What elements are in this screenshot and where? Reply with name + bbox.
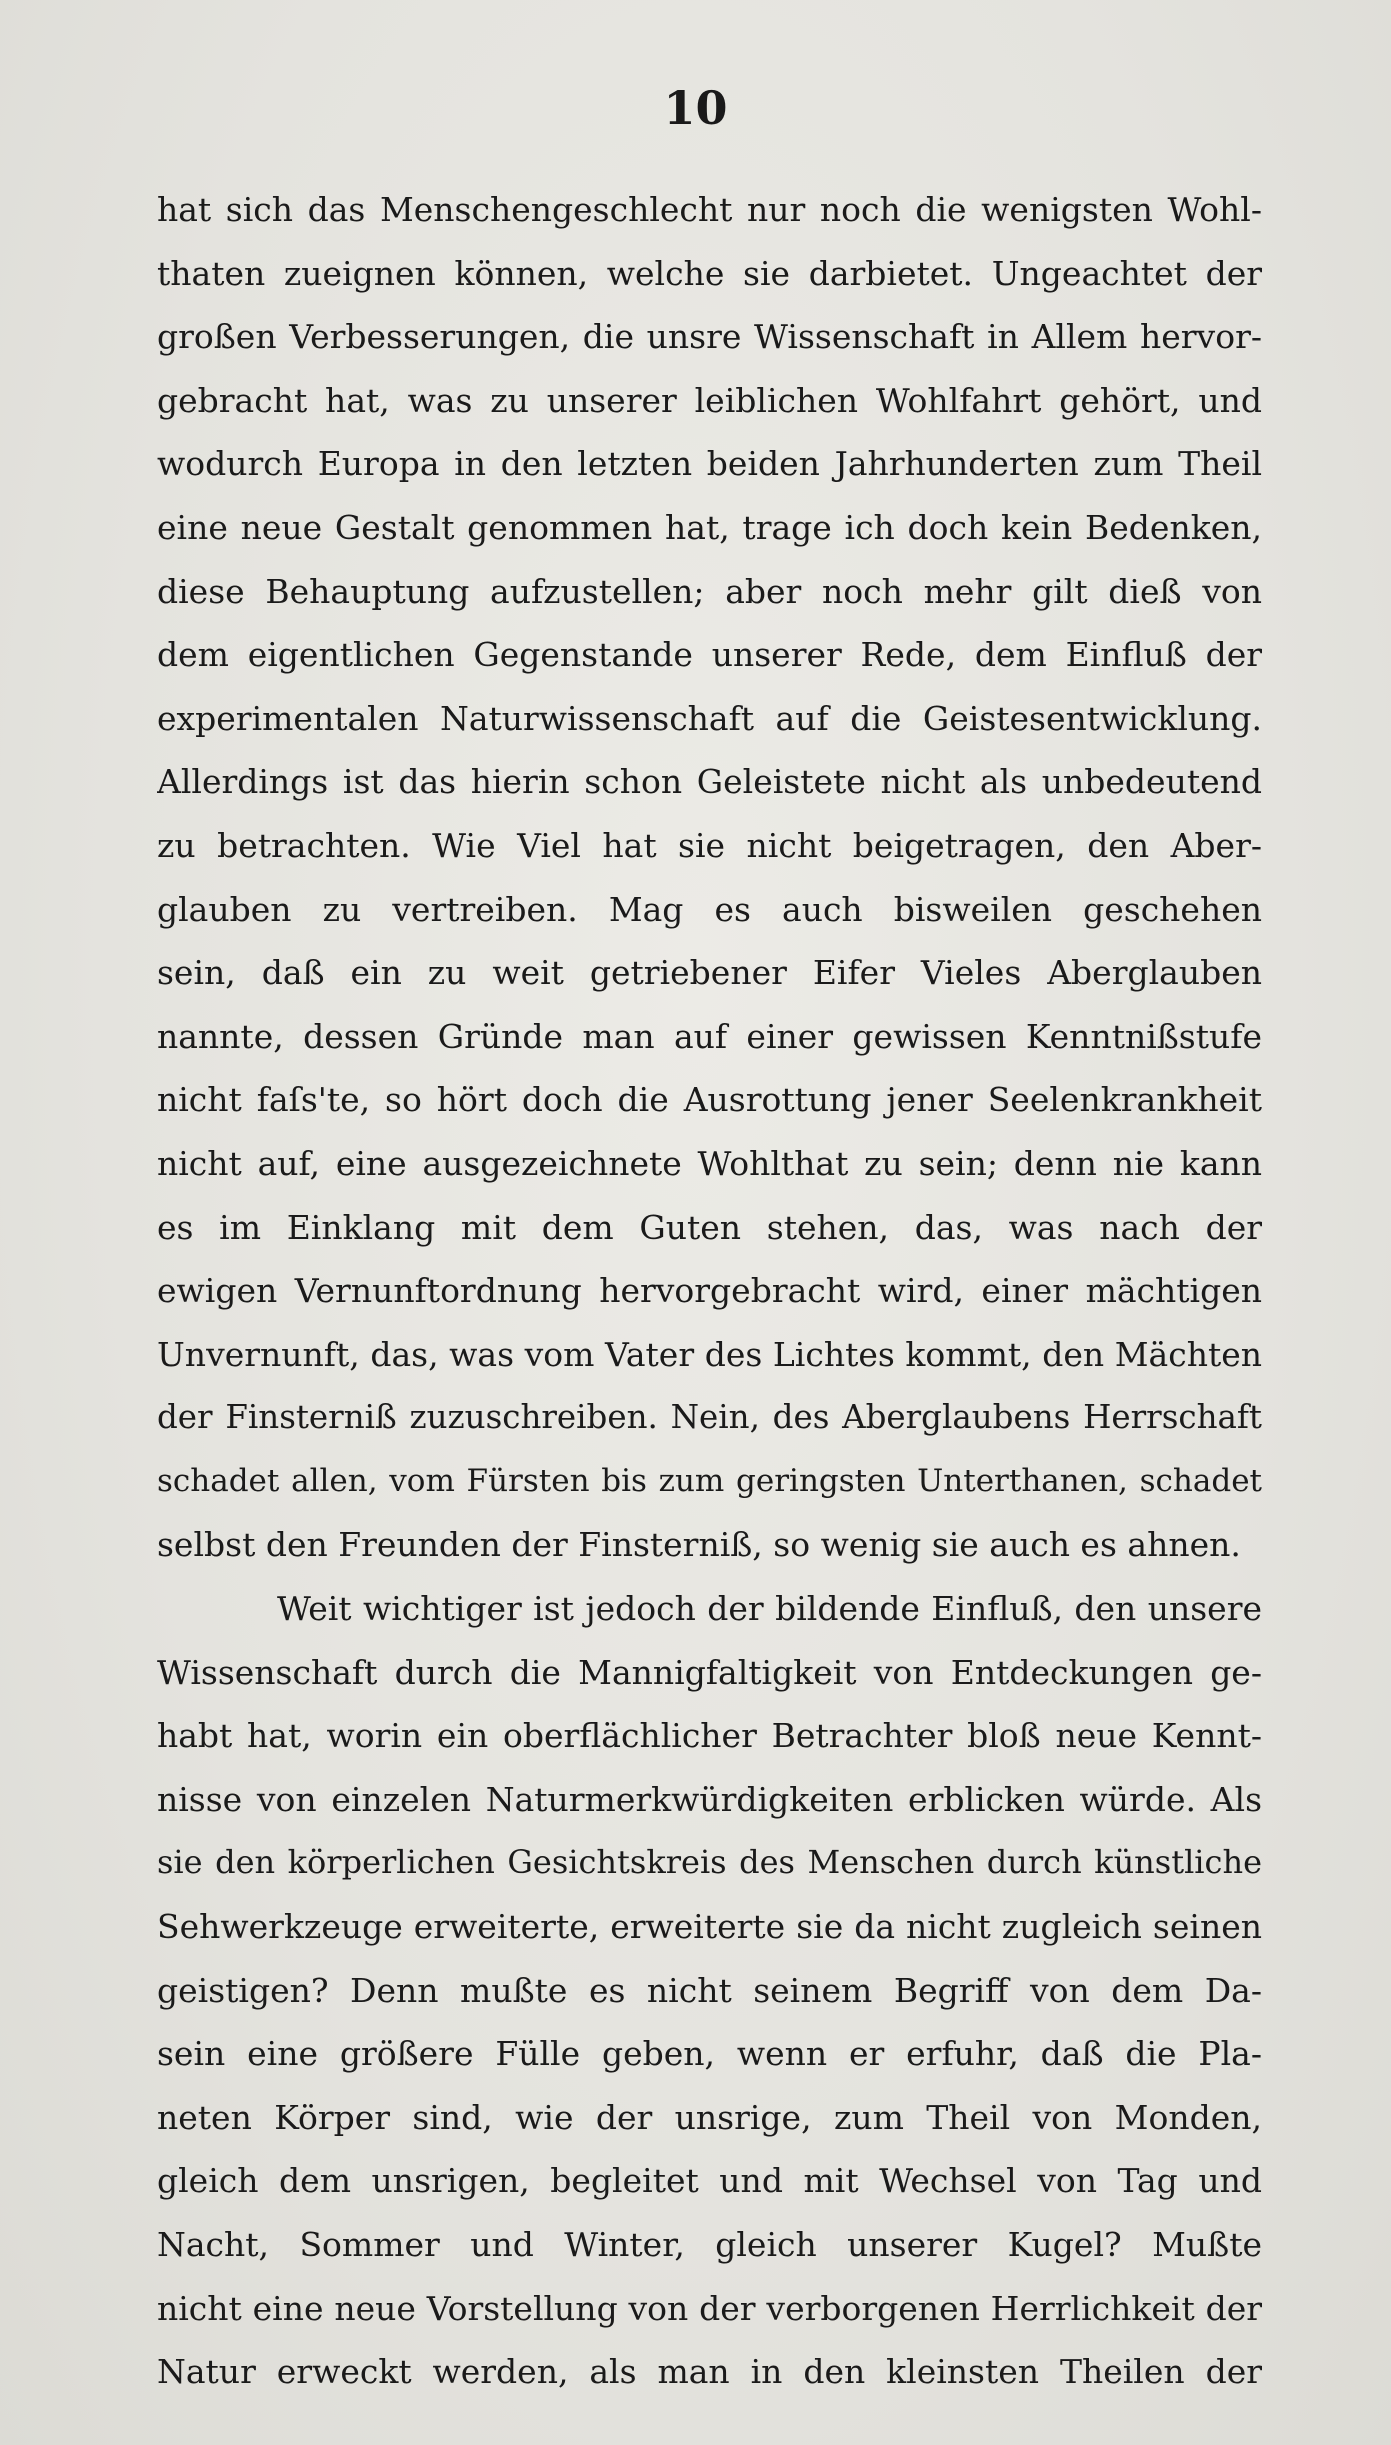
paragraph-end-line: selbst den Freunden der Finsterniß, so wenig sie auch es ahnen. xyxy=(157,1525,1241,1565)
text-line: zu betrachten. Wie Viel hat sie nicht beigetragen, den Aber- xyxy=(157,825,1262,865)
text-line: Allerdings ist das hierin schon Geleistete nicht als unbedeutend xyxy=(157,762,1262,802)
text-line: glauben zu vertreiben. Mag es auch bisweilen geschehen xyxy=(157,889,1262,929)
text-line: nannte, dessen Gründe man auf einer gewissen Kenntnißstufe xyxy=(157,1016,1262,1056)
text-line: großen Verbesserungen, die unsre Wissenschaft in Allem hervor- xyxy=(157,317,1262,357)
text-line: thaten zueignen können, welche sie darbietet. Ungeachtet der xyxy=(157,253,1262,293)
text-line: Natur erweckt werden, als man in den kleinsten Theilen der xyxy=(157,2352,1262,2392)
text-line: Sehwerkzeuge erweiterte, erweiterte sie da nicht zugleich seinen xyxy=(157,1907,1262,1947)
text-line: diese Behauptung aufzustellen; aber noch mehr gilt dieß von xyxy=(157,571,1262,611)
text-line: es im Einklang mit dem Guten stehen, das, was nach der xyxy=(157,1207,1262,1247)
text-line: nisse von einzelen Naturmerkwürdigkeiten erblicken würde. Als xyxy=(157,1779,1262,1819)
text-line: wodurch Europa in den letzten beiden Jahrhunderten zum Theil xyxy=(157,444,1262,484)
text-line: gebracht hat, was zu unserer leiblichen Wohlfahrt gehört, und xyxy=(157,380,1262,420)
text-line: der Finsterniß zuzuschreiben. Nein, des Aberglaubens Herrschaft xyxy=(157,1398,1262,1437)
text-line: experimentalen Naturwissenschaft auf die Geistesentwicklung. xyxy=(157,698,1262,738)
body-text xyxy=(157,178,1262,2404)
paragraph-start-line: Weit wichtiger ist jedoch der bildende Einfluß, den unsere xyxy=(277,1589,1262,1629)
text-line: schadet allen, vom Fürsten bis zum geringsten Unterthanen, schadet xyxy=(157,1462,1262,1499)
text-line: ewigen Vernunftordnung hervorgebracht wird, einer mächtigen xyxy=(157,1271,1262,1311)
text-line: gleich dem unsrigen, begleitet und mit Wechsel von Tag und xyxy=(157,2161,1262,2201)
text-line: Unvernunft, das, was vom Vater des Lichtes kommt, den Mächten xyxy=(157,1334,1262,1374)
text-line: neten Körper sind, wie der unsrige, zum Theil von Monden, xyxy=(157,2097,1262,2137)
text-line: Wissenschaft durch die Mannigfaltigkeit von Entdeckungen ge- xyxy=(157,1652,1262,1692)
text-line: sein, daß ein zu weit getriebener Eifer Vieles Aberglauben xyxy=(157,953,1262,993)
text-line: dem eigentlichen Gegenstande unserer Rede, dem Einfluß der xyxy=(157,635,1262,675)
text-line: Nacht, Sommer und Winter, gleich unserer Kugel? Mußte xyxy=(157,2225,1262,2264)
text-line: nicht eine neue Vorstellung von der verborgenen Herrlichkeit der xyxy=(157,2288,1262,2328)
text-line: nicht faſs'te, so hört doch die Ausrottung jener Seelenkrankheit xyxy=(157,1080,1262,1120)
text-line: sein eine größere Fülle geben, wenn er erfuhr, daß die Pla- xyxy=(157,2034,1262,2074)
text-line: habt hat, worin ein oberflächlicher Betrachter bloß neue Kennt- xyxy=(157,1716,1262,1756)
text-line: geistigen? Denn mußte es nicht seinem Begriff von dem Da- xyxy=(157,1970,1262,2010)
text-line: nicht auf, eine ausgezeichnete Wohlthat zu sein; denn nie kann xyxy=(157,1143,1262,1183)
text-line: eine neue Gestalt genommen hat, trage ich doch kein Bedenken, xyxy=(157,507,1262,547)
text-line: sie den körperlichen Gesichtskreis des Menschen durch künstliche xyxy=(157,1843,1262,1882)
page-number: 10 xyxy=(663,81,728,135)
text-line: hat sich das Menschengeschlecht nur noch die wenigsten Wohl- xyxy=(157,190,1262,229)
